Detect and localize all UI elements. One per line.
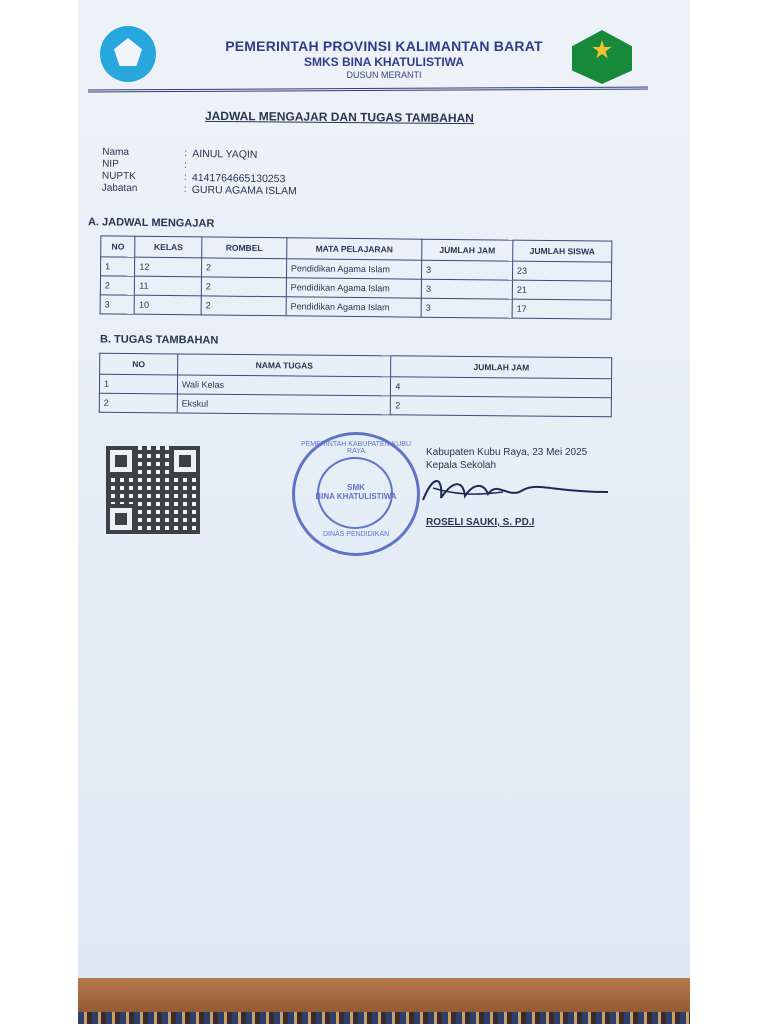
column-header: NO [101, 236, 136, 257]
section-b-title: B. TUGAS TAMBAHAN [99, 333, 219, 347]
column-header: KELAS [135, 236, 202, 258]
table-cell: Ekskul [177, 394, 391, 415]
stamp-top-text: PEMERINTAH KABUPATEN KUBU RAYA [300, 441, 412, 455]
section-a-title: A. JADWAL MENGAJAR [87, 216, 215, 230]
header-address: DUSUN MERANTI [346, 70, 422, 80]
table-cell: 17 [512, 299, 611, 319]
column-header: NAMA TUGAS [177, 354, 391, 377]
table-cell: Pendidikan Agama Islam [286, 259, 422, 279]
signer-name: ROSELI SAUKI, S. PD.I [426, 517, 535, 528]
stamp-center-line: SMK [347, 483, 365, 492]
info-label: Jabatan [101, 182, 138, 195]
column-header: JUMLAH JAM [422, 239, 513, 261]
column-header: NO [100, 353, 178, 375]
wooden-surface [78, 976, 690, 1016]
stamp-center-text [295, 483, 417, 501]
table-cell: 2 [100, 276, 135, 295]
school-stamp [292, 432, 420, 556]
table-cell: 3 [421, 279, 512, 299]
info-value: AINUL YAQIN [192, 147, 258, 161]
table-cell: 23 [512, 261, 611, 281]
table-cell: 2 [391, 396, 612, 417]
info-value: GURU AGAMA ISLAM [191, 183, 297, 198]
teaching-schedule-table [100, 235, 613, 319]
column-header: JUMLAH SISWA [513, 240, 612, 262]
column-header: MATA PELAJARAN [286, 238, 422, 260]
info-value: 4141764665130253 [191, 171, 286, 186]
table-row [100, 295, 611, 319]
table-cell: 3 [422, 260, 513, 280]
handwritten-signature [413, 470, 613, 510]
table-cell: 11 [135, 276, 202, 296]
table-cell: 1 [101, 257, 136, 276]
table-cell: Pendidikan Agama Islam [286, 297, 422, 317]
table-cell: 2 [201, 296, 286, 316]
table-cell: 3 [421, 298, 512, 318]
table-cell: 12 [135, 257, 202, 277]
teacher-info [102, 147, 298, 198]
sign-role: Kepala Sekolah [426, 460, 497, 471]
info-label: Nama [102, 146, 130, 159]
info-label: NIP [102, 158, 119, 170]
info-row-nip: NIP : [102, 158, 187, 171]
header-school: SMKS BINA KHATULISTIWA [304, 55, 464, 69]
document-page [78, 0, 690, 978]
stamp-bottom-text: DINAS PENDIDIKAN [322, 531, 390, 538]
table-cell: 1 [99, 374, 177, 394]
table-cell: 4 [391, 377, 612, 398]
header-government: PEMERINTAH PROVINSI KALIMANTAN BARAT [225, 38, 543, 54]
table-cell: Pendidikan Agama Islam [286, 278, 422, 298]
sign-place-date: Kabupaten Kubu Raya, 23 Mei 2025 [426, 447, 588, 458]
table-cell: 2 [201, 277, 286, 297]
table-cell: Wali Kelas [177, 375, 391, 396]
table-cell: 3 [100, 295, 135, 314]
info-row-nuptk: NUPTK : 4141764665130253 [101, 170, 286, 186]
table-cell: 2 [201, 258, 286, 278]
document-title: JADWAL MENGAJAR DAN TUGAS TAMBAHAN [204, 108, 474, 126]
qr-code-icon [106, 446, 200, 534]
info-row-nama: Nama : AINUL YAQIN [102, 146, 258, 161]
info-row-jabatan: Jabatan : GURU AGAMA ISLAM [101, 182, 297, 198]
info-label: NUPTK [101, 170, 136, 183]
column-header: JUMLAH JAM [391, 356, 612, 379]
header-divider [88, 87, 648, 93]
table-cell: 10 [134, 295, 201, 315]
table-cell: 2 [99, 393, 177, 413]
column-header: ROMBEL [202, 237, 287, 259]
carpet-strip [78, 1012, 690, 1024]
additional-tasks-table [99, 353, 613, 417]
table-cell: 21 [512, 280, 611, 300]
table-row [99, 393, 611, 416]
stamp-center-line: BINA KHATULISTIWA [315, 492, 397, 501]
